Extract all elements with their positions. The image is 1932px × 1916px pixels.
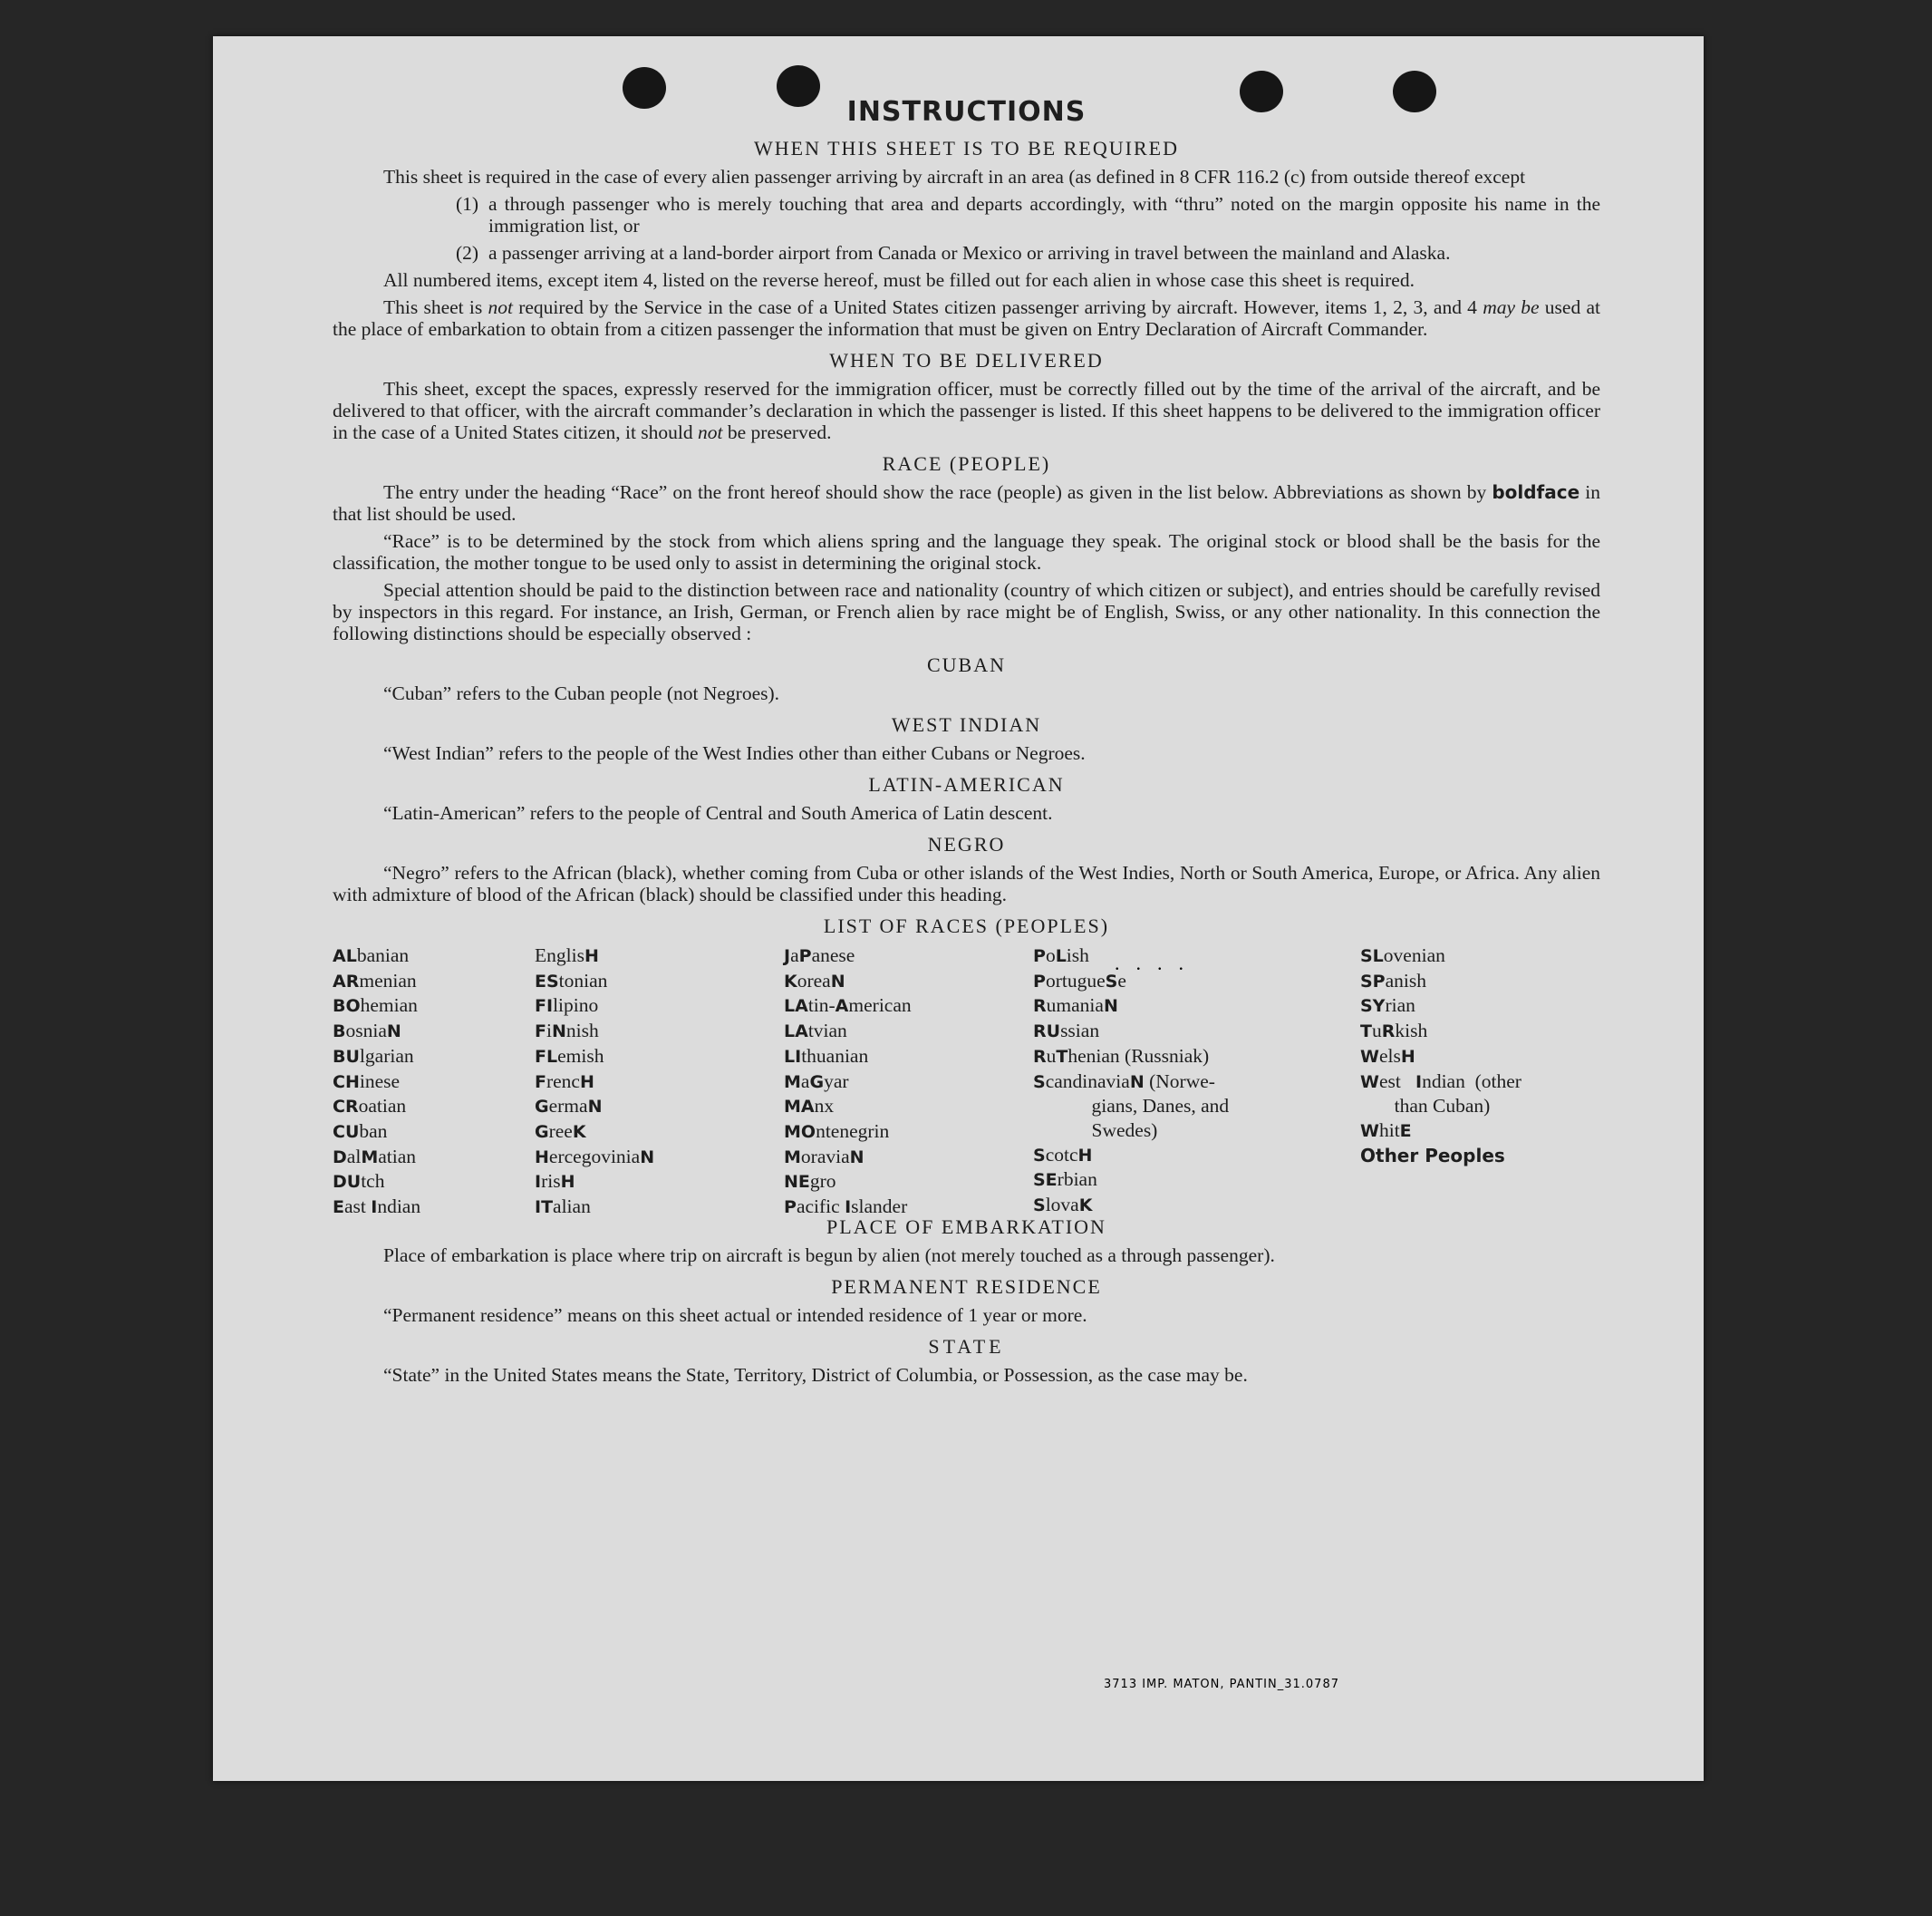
residence-paragraph: “Permanent residence” means on this sheet actual or intended residence of 1 year or more.	[383, 1304, 1087, 1326]
item-number: (2)	[456, 242, 479, 264]
race-entry: WelsH	[1360, 1044, 1415, 1067]
boldface-word: boldface	[1492, 481, 1580, 503]
race-entry: LAtvian	[784, 1020, 847, 1042]
race-entry: BosniaN	[333, 1020, 401, 1042]
race-entry: GermaN	[535, 1095, 603, 1118]
embarkation-paragraph: Place of embarkation is place where trip on aircraft is begun by alien (not merely touched as a through passenger).	[383, 1244, 1275, 1266]
race-entry: SlovaK	[1033, 1194, 1093, 1216]
race-entry: SErbian	[1033, 1168, 1097, 1191]
negro-paragraph: “Negro” refers to the African (black), whether coming from Cuba or other islands of the West Indies, North or South America, Europe, or Africa. Any alien with admixture of blood of the African (black) should be classified under this heading.	[333, 862, 1600, 905]
race-entry: MOntenegrin	[784, 1119, 890, 1142]
race-entry: West Indian (other	[1360, 1069, 1521, 1092]
item-text: a through passenger who is merely touching that area and departs accordingly, with “thru” noted on the margin opposite his name in the immigration list, or	[488, 193, 1600, 237]
race-entry: RumaniaN	[1033, 994, 1118, 1017]
race-entry: DalMatian	[333, 1145, 417, 1167]
text-run: This sheet, except the spaces, expressly reserved for the immigration officer, must be correctly filled out by the time of the arrival of the aircraft, and be delivered to that officer, with the aircraft commander’s declaration in which the passenger is listed. If this sheet happens to be delivered to the immigration officer in the case of a United States citizen, it should	[333, 378, 1600, 443]
race-paragraph-1	[333, 481, 1600, 525]
race-entry: Other Peoples	[1360, 1144, 1505, 1166]
race-entry: BUlgarian	[333, 1044, 414, 1067]
race-entry: HercegoviniaN	[535, 1145, 655, 1167]
item-number: (1)	[456, 193, 479, 215]
races-column-3	[784, 943, 912, 1220]
races-column-4	[1033, 943, 1229, 1218]
races-column-1	[333, 943, 420, 1220]
race-entry: Pacific Islander	[784, 1195, 908, 1218]
race-entry: MoraviaN	[784, 1145, 865, 1167]
emphasis-not: not	[698, 421, 723, 443]
printer-footer: 3713 IMP. MATON, PANTIN_31.0787	[1104, 1678, 1339, 1691]
section-heading-when-required: WHEN THIS SHEET IS TO BE REQUIRED	[754, 137, 1179, 160]
race-entry: Swedes)	[1033, 1118, 1158, 1141]
instruction-sheet	[213, 36, 1704, 1781]
emphasis-not: not	[488, 296, 513, 318]
punch-hole	[1393, 71, 1436, 112]
races-list	[333, 943, 1600, 1218]
text-run: be preserved.	[722, 421, 832, 443]
race-entry: NEgro	[784, 1170, 836, 1193]
race-entry: KoreaN	[784, 969, 845, 992]
section-heading-list-of-races: LIST OF RACES (PEOPLES)	[823, 914, 1110, 937]
race-paragraph-2: “Race” is to be determined by the stock from which aliens spring and the language they speak. The original stock or blood shall be the basis for the classification, the mother tongue to be used only to assist in determining the original stock.	[333, 530, 1600, 574]
races-column-2	[535, 943, 654, 1220]
race-entry: ScotcH	[1033, 1143, 1093, 1166]
section-heading-race: RACE (PEOPLE)	[882, 452, 1051, 475]
section-heading-state: STATE	[928, 1335, 1005, 1358]
race-entry: FLemish	[535, 1044, 604, 1067]
punch-hole	[623, 67, 666, 109]
numbered-items-paragraph: All numbered items, except item 4, listed on the reverse hereof, must be filled out for each alien in whose case this sheet is required.	[383, 269, 1415, 291]
delivery-paragraph	[333, 378, 1600, 443]
races-column-5	[1360, 943, 1521, 1167]
race-entry: GreeK	[535, 1119, 586, 1142]
race-entry: RuThenian (Russniak)	[1033, 1044, 1210, 1067]
race-entry: than Cuban)	[1360, 1095, 1491, 1118]
race-entry: ALbanian	[333, 944, 410, 966]
race-entry: CRoatian	[333, 1095, 407, 1118]
item-text: a passenger arriving at a land-border airport from Canada or Mexico or arriving in travel between the mainland and Alaska.	[488, 242, 1451, 264]
race-entry: East Indian	[333, 1195, 421, 1218]
state-paragraph: “State” in the United States means the State, Territory, District of Columbia, or Possession, as the case may be.	[383, 1364, 1248, 1386]
section-heading-negro: NEGRO	[927, 833, 1006, 856]
section-heading-when-delivered: WHEN TO BE DELIVERED	[829, 349, 1104, 372]
race-paragraph-3: Special attention should be paid to the distinction between race and nationality (country of which citizen or subject), and entries should be carefully revised by inspectors in this regard. For instance, an Irish, German, or French alien by race might be of English, Swiss, or any other nationality. In this connection the following distinctions should be especially observed :	[333, 579, 1600, 644]
dot-marks: ....	[1115, 952, 1200, 974]
citizen-paragraph	[333, 296, 1600, 340]
section-heading-residence: PERMANENT RESIDENCE	[831, 1275, 1102, 1298]
section-heading-cuban: CUBAN	[926, 653, 1006, 676]
intro-paragraph: This sheet is required in the case of every alien passenger arriving by aircraft in an area (as defined in 8 CFR 116.2 (c) from outside thereof except	[383, 166, 1526, 188]
race-entry: SLovenian	[1360, 944, 1445, 966]
race-entry: SPanish	[1360, 969, 1426, 992]
race-entry: ScandinaviaN (Norwe-	[1033, 1069, 1215, 1092]
race-entry: DUtch	[333, 1170, 385, 1193]
cuban-paragraph: “Cuban” refers to the Cuban people (not Negroes).	[383, 682, 780, 704]
race-entry: ARmenian	[333, 969, 417, 992]
race-entry: MAnx	[784, 1095, 835, 1118]
race-entry: PoLish	[1033, 944, 1089, 966]
race-entry: CUban	[333, 1119, 388, 1142]
race-entry: SYrian	[1360, 994, 1415, 1017]
west-indian-paragraph: “West Indian” refers to the people of the West Indies other than either Cubans or Negroes.	[383, 742, 1086, 764]
exception-item-1	[456, 193, 1600, 237]
race-entry: FIlipino	[535, 994, 599, 1017]
race-entry: gians, Danes, and	[1033, 1095, 1230, 1118]
text-run: The entry under the heading “Race” on the front hereof should show the race (people) as given in the list below. Abbreviations as shown by	[383, 481, 1492, 503]
punch-hole	[1240, 71, 1283, 112]
race-entry: RUssian	[1033, 1020, 1100, 1042]
section-heading-embarkation: PLACE OF EMBARKATION	[826, 1215, 1106, 1238]
race-entry: EStonian	[535, 969, 608, 992]
text-run: used at the place of embarkation to obtain from a citizen passenger the information that must be given on Entry Declaration of Aircraft Commander.	[333, 296, 1600, 340]
race-entry: IrisH	[535, 1170, 575, 1193]
exception-item-2	[456, 242, 1600, 264]
emphasis-may-be: may be	[1483, 296, 1540, 318]
punch-hole	[777, 65, 820, 107]
text-run: required by the Service in the case of a United States citizen passenger arriving by aircraft. However, items 1, 2, 3, and 4	[512, 296, 1483, 318]
section-heading-latin-american: LATIN-AMERICAN	[868, 773, 1065, 796]
exceptions-list	[333, 193, 1600, 264]
race-entry: ITalian	[535, 1195, 591, 1218]
race-entry: PortugueSe	[1033, 969, 1126, 992]
section-heading-west-indian: WEST INDIAN	[891, 713, 1042, 736]
race-entry: FrencH	[535, 1069, 594, 1092]
text-run: This sheet is	[383, 296, 488, 318]
race-entry: MaGyar	[784, 1069, 849, 1092]
text-run: in that list should be used.	[333, 481, 1600, 525]
race-entry: EnglisH	[535, 944, 599, 966]
race-entry: LAtin-American	[784, 994, 912, 1017]
latin-american-paragraph: “Latin-American” refers to the people of Central and South America of Latin descent.	[383, 802, 1053, 824]
page-title: INSTRUCTIONS	[846, 96, 1087, 128]
race-entry: CHinese	[333, 1069, 401, 1092]
race-entry: LIthuanian	[784, 1044, 869, 1067]
race-entry: TuRkish	[1360, 1020, 1428, 1042]
race-entry: FiNnish	[535, 1020, 599, 1042]
race-entry: JaPanese	[784, 944, 855, 966]
race-entry: BOhemian	[333, 994, 418, 1017]
race-entry: WhitE	[1360, 1118, 1412, 1141]
